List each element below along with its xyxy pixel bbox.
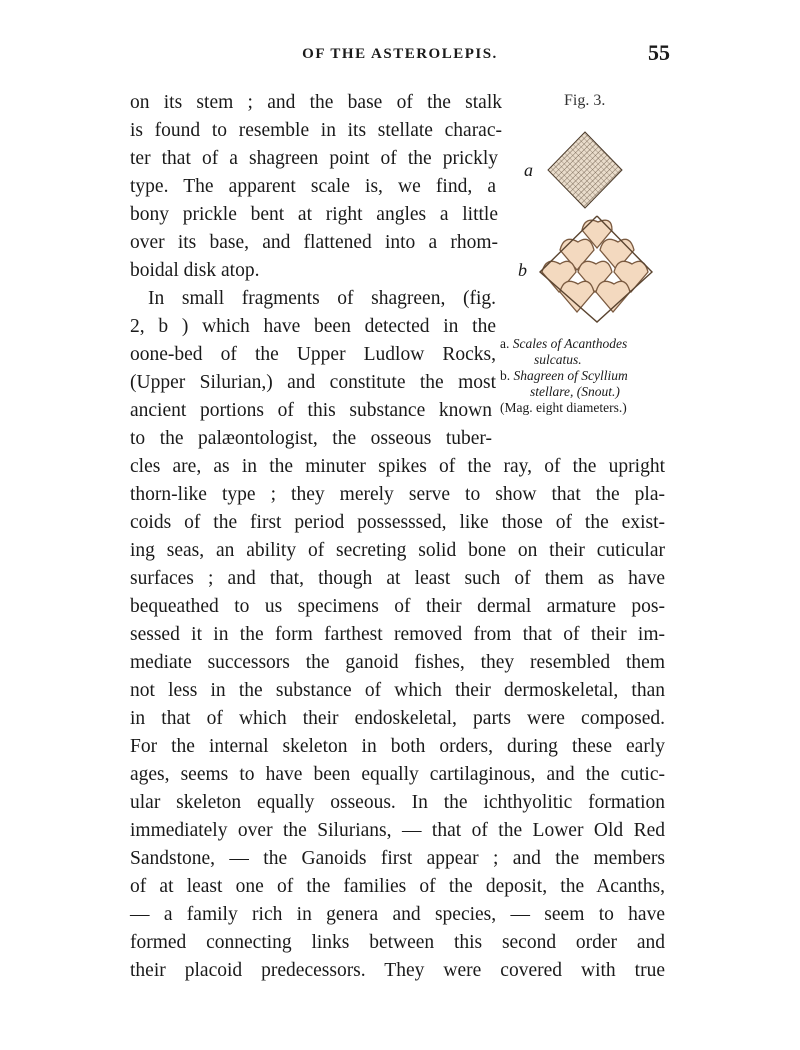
text-line: formed connecting links between this second order and <box>130 932 665 953</box>
text-line: ular skeleton equally osseous. In the ichthyolitic formation <box>130 792 665 813</box>
text-line: of at least one of the families of the deposit, the Acanths, <box>130 876 665 897</box>
text-line: ing seas, an ability of secreting solid bone on their cuticular <box>130 540 665 561</box>
text-line: in that of which their endoskeletal, parts were composed. <box>130 708 665 729</box>
running-title: OF THE ASTEROLEPIS. <box>302 46 498 62</box>
text-line: bony prickle bent at right angles a little <box>130 204 498 225</box>
shagreen-scales-b <box>542 220 648 312</box>
text-line: thorn-like type ; they merely serve to show that the pla- <box>130 484 665 505</box>
figure-letter-a: a <box>524 160 533 180</box>
caption-mag: (Mag. eight diameters.) <box>500 400 627 415</box>
text-line: coids of the first period possesssed, like those of the exist- <box>130 512 665 533</box>
text-line: bequeathed to us specimens of their dermal armature pos- <box>130 596 665 617</box>
text-line: on its stem ; and the base of the stalk <box>130 92 502 113</box>
text-line: to the palæontologist, the osseous tuber- <box>130 428 492 449</box>
text-line: 2, b ) which have been detected in the <box>130 316 496 337</box>
text-line: Sandstone, — the Ganoids first appear ; and the members <box>130 848 665 869</box>
text-line: mediate successors the ganoid fishes, they resembled them <box>130 652 665 673</box>
page-number: 55 <box>648 40 670 65</box>
figure-label: Fig. 3. <box>564 92 606 109</box>
text-line: (Upper Silurian,) and constitute the most <box>130 372 496 393</box>
text-line: For the internal skeleton in both orders, during these early <box>130 736 665 757</box>
text-line: type. The apparent scale is, we find, a <box>130 176 496 197</box>
scale-diamond-a <box>548 132 622 208</box>
caption-a-line2: sulcatus. <box>534 352 582 367</box>
text-line: ages, seems to have been equally cartilaginous, and the cutic- <box>130 764 665 785</box>
caption-a-line1: a. Scales of Acanthodes <box>500 336 628 351</box>
text-line: their placoid predecessors. They were covered with true <box>130 960 665 981</box>
text-line: is found to resemble in its stellate charac- <box>130 120 502 141</box>
figure-caption <box>500 336 675 416</box>
text-line: In small fragments of shagreen, (fig. <box>148 288 496 309</box>
text-line: — a family rich in genera and species, — seem to have <box>130 904 665 925</box>
text-line: immediately over the Silurians, — that of the Lower Old Red <box>130 820 665 841</box>
text-line: not less in the substance of which their dermoskeletal, than <box>130 680 665 701</box>
running-head <box>130 40 670 70</box>
caption-b-line2: stellare, (Snout.) <box>530 384 620 399</box>
text-line: surfaces ; and that, though at least such of them as have <box>130 568 665 589</box>
caption-b-line1: b. Shagreen of Scyllium <box>500 368 628 383</box>
text-line: boidal disk atop. <box>130 260 260 281</box>
figure-illustration <box>530 130 675 325</box>
text-line: cles are, as in the minuter spikes of the ray, of the upright <box>130 456 665 477</box>
text-line: sessed it in the form farthest removed from that of their im- <box>130 624 665 645</box>
text-line: oone-bed of the Upper Ludlow Rocks, <box>130 344 496 365</box>
text-line: ter that of a shagreen point of the prickly <box>130 148 498 169</box>
text-line: ancient portions of this substance known <box>130 400 492 421</box>
text-line: over its base, and flattened into a rhom- <box>130 232 498 253</box>
figure-letter-b: b <box>518 260 527 280</box>
